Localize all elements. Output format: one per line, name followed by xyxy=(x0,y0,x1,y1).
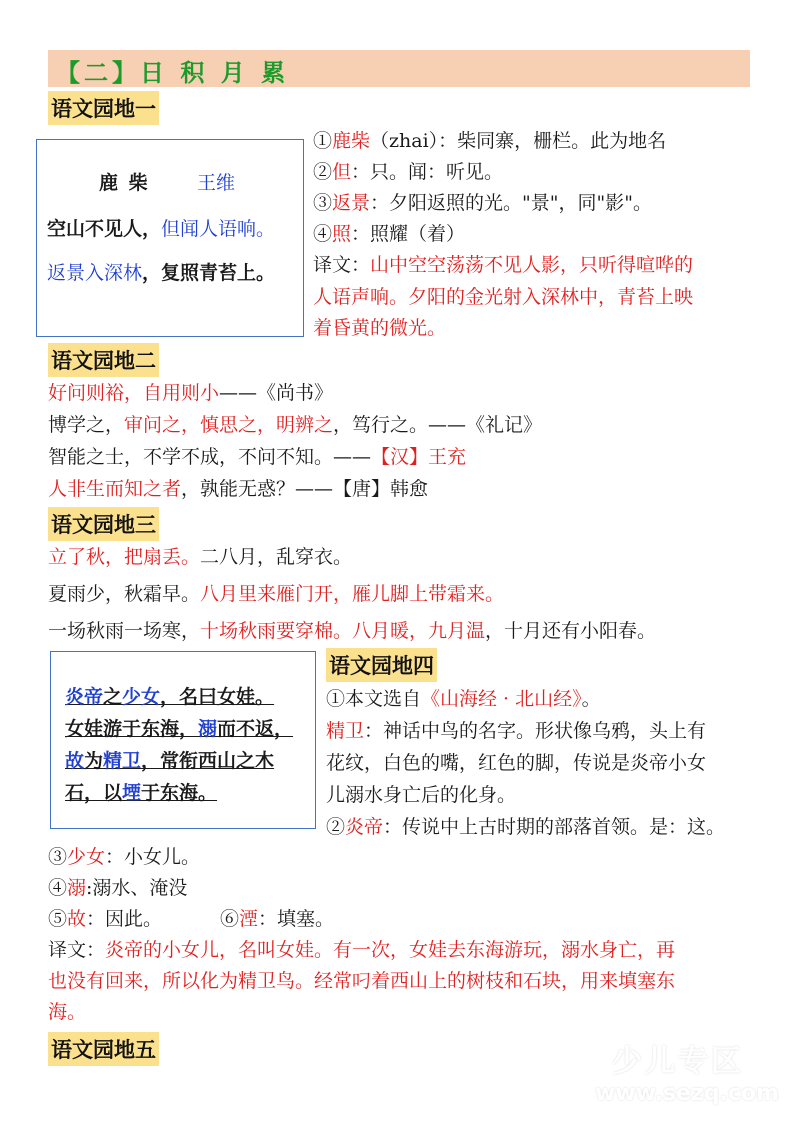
story-line-3: 故为精卫，常衔西山之木 xyxy=(65,750,275,772)
s4-note-4: ④溺:溺水、淹没 xyxy=(48,877,188,899)
s4-note-jingwei-3: 儿溺水身亡后的化身。 xyxy=(326,784,517,806)
s4-note-5: ⑤故：因此。 xyxy=(48,908,163,930)
section-title-2: 语文园地二 xyxy=(48,343,159,377)
poem-line-1: 空山不见人，但闻人语响。 xyxy=(47,218,276,240)
note-4: ④照：照耀（着） xyxy=(313,223,466,245)
quote-1: 好问则裕，自用则小——《尚书》 xyxy=(48,382,334,404)
s4-note-1: ①本文选自《山海经 · 北山经》。 xyxy=(326,688,601,710)
quote-4: 人非生而知之者，孰能无惑？——【唐】韩愈 xyxy=(48,478,429,500)
quote-2: 博学之，审问之，慎思之，明辨之，笃行之。——《礼记》 xyxy=(48,414,543,436)
story-line-4: 石，以堙于东海。 xyxy=(65,782,218,804)
section-title-3: 语文园地三 xyxy=(48,507,159,541)
s4-translation-2: 也没有回来，所以化为精卫鸟。经常叼着西山上的树枝和石块，用来填塞东 xyxy=(48,970,676,992)
quote-3: 智能之士，不学不成，不问不知。——【汉】王充 xyxy=(48,446,467,468)
banner-title: 【二】日 积 月 累 xyxy=(56,59,290,87)
note-1: ①鹿柴（zhai）：柴同寨，栅栏。此为地名 xyxy=(313,130,667,152)
poem-box xyxy=(36,139,304,337)
section-title-4: 语文园地四 xyxy=(326,648,437,682)
s4-translation-3: 海。 xyxy=(48,1001,87,1023)
section-title-5: 语文园地五 xyxy=(48,1032,159,1066)
proverb-2: 夏雨少，秋霜早。八月里来雁门开，雁儿脚上带霜来。 xyxy=(48,583,505,605)
watermark-url: www.sezq.com xyxy=(595,1081,779,1106)
s4-note-jingwei: 精卫：神话中鸟的名字。形状像乌鸦，头上有 xyxy=(326,720,707,742)
poem-line-2: 返景入深林，复照青苔上。 xyxy=(47,262,276,284)
s4-translation-1: 译文：炎帝的小女儿，名叫女娃。有一次，女娃去东海游玩，溺水身亡，再 xyxy=(48,939,676,961)
s4-note-jingwei-2: 花纹，白色的嘴，红色的脚，传说是炎帝小女 xyxy=(326,752,707,774)
section-banner xyxy=(48,50,750,87)
story-line-2: 女娃游于东海，溺而不返， xyxy=(65,718,294,740)
s4-note-6: ⑥湮：填塞。 xyxy=(220,908,335,930)
translation-line-2: 人语声响。夕阳的金光射入深林中，青苔上映 xyxy=(313,286,694,308)
watermark-logo: 少儿专区 xyxy=(612,1044,744,1079)
s4-note-2: ②炎帝：传说中上古时期的部落首领。是：这。 xyxy=(326,816,726,838)
story-box xyxy=(50,651,316,829)
s4-note-3: ③少女：小女儿。 xyxy=(48,846,201,868)
translation-line-3: 着昏黄的微光。 xyxy=(313,317,447,339)
note-2: ②但：只。闻：听见。 xyxy=(313,161,504,183)
proverb-3: 一场秋雨一场寒，十场秋雨要穿棉。八月暖，九月温，十月还有小阳春。 xyxy=(48,620,657,642)
proverb-1: 立了秋，把扇丢。二八月，乱穿衣。 xyxy=(48,546,353,568)
section-title-1: 语文园地一 xyxy=(48,91,159,125)
note-3: ③返景：夕阳返照的光。"景"，同"影"。 xyxy=(313,192,652,214)
poem-author: 王维 xyxy=(197,172,236,194)
translation-line-1: 译文：山中空空荡荡不见人影，只听得喧哗的 xyxy=(313,254,694,276)
story-line-1: 炎帝之少女，名曰女娃。 xyxy=(65,686,275,708)
poem-title: 鹿 柴 xyxy=(99,172,150,194)
